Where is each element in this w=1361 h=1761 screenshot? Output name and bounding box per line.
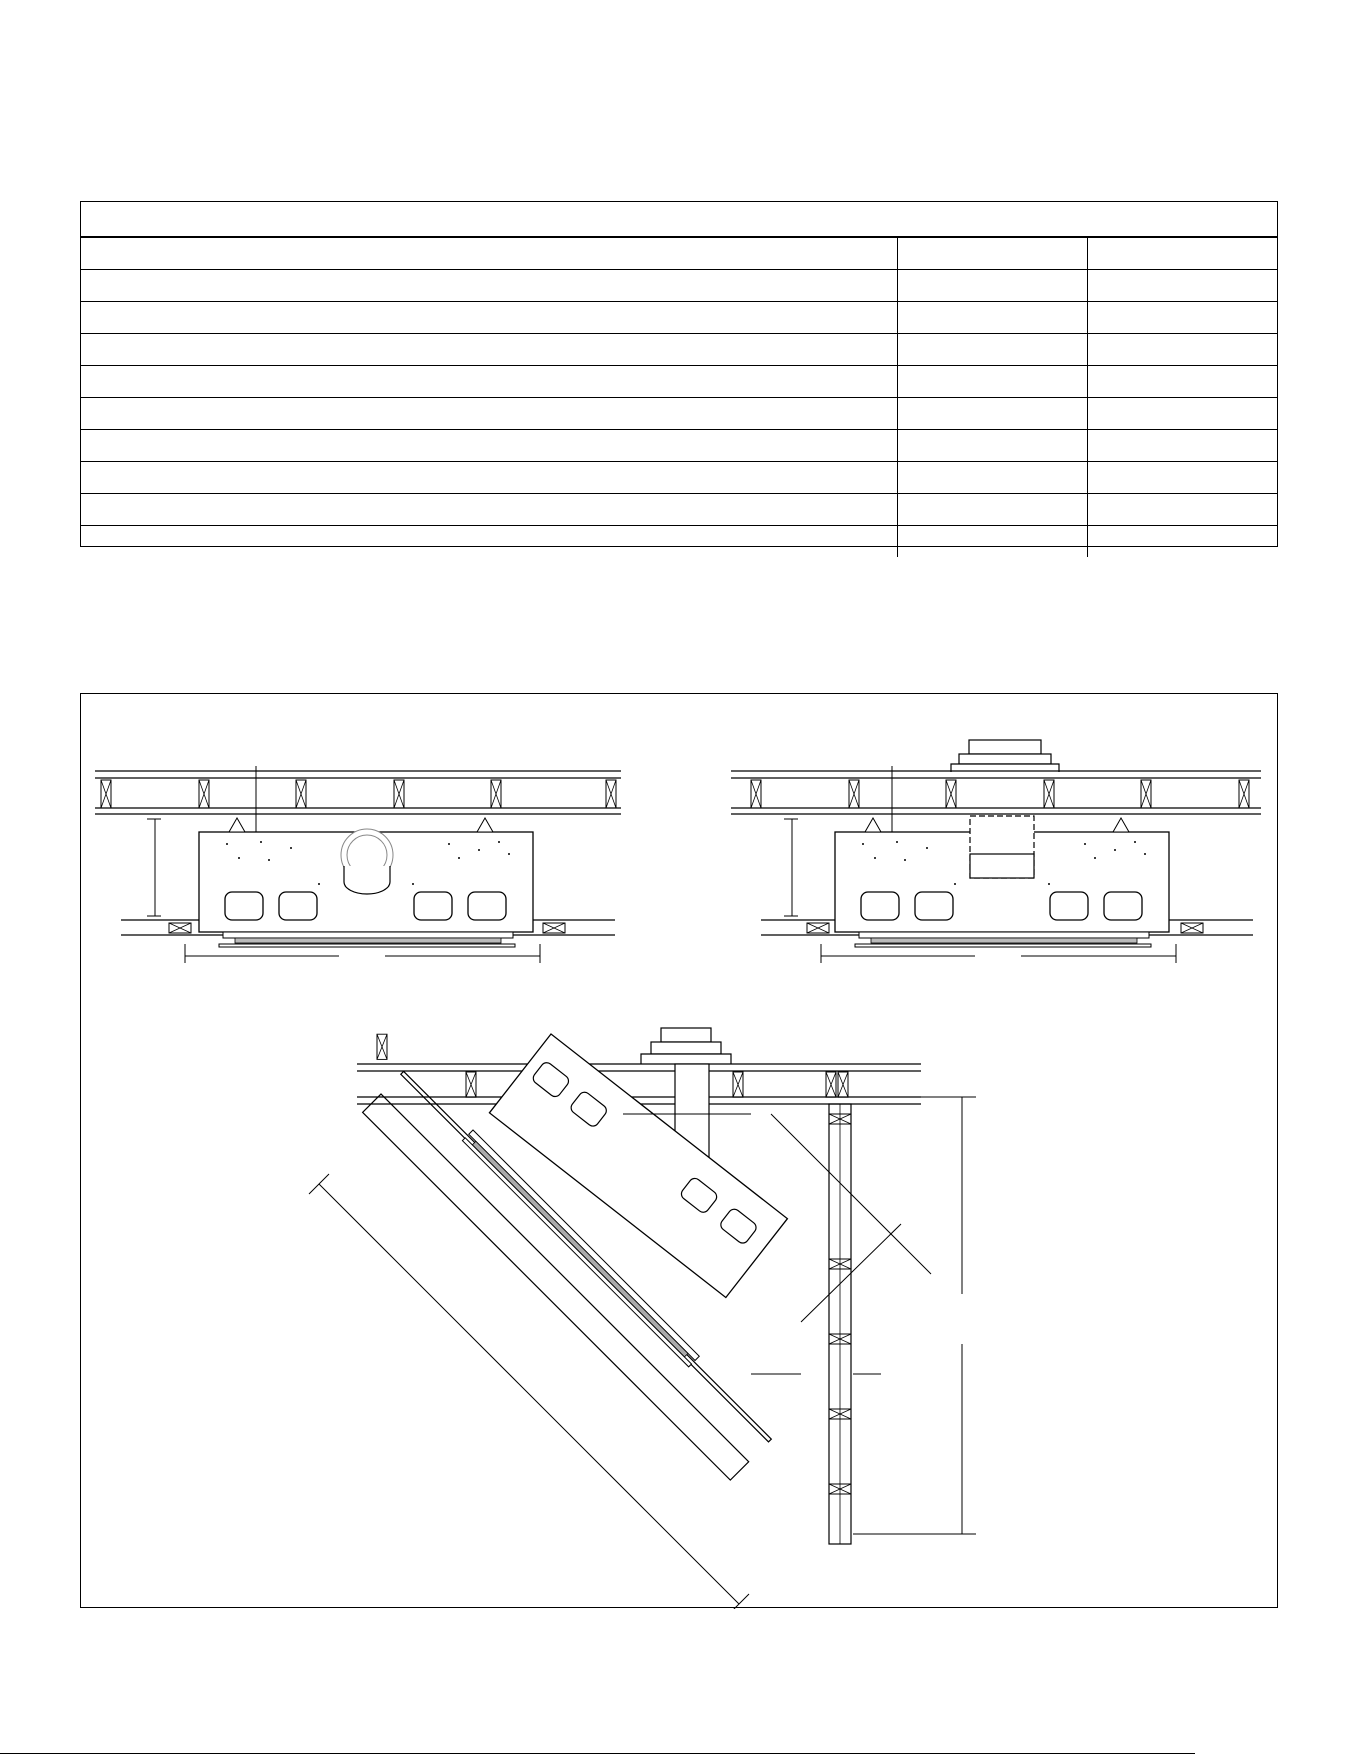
table-row [81, 238, 1277, 270]
table-row [81, 430, 1277, 462]
table-cell [1087, 302, 1277, 333]
table-cell [81, 494, 897, 525]
table-row [81, 270, 1277, 302]
table-cell [897, 430, 1087, 461]
table-cell [81, 302, 897, 333]
table-row [81, 398, 1277, 430]
installation-figure [80, 693, 1278, 1608]
table-cell [897, 494, 1087, 525]
table-cell [81, 366, 897, 397]
table-cell [1087, 270, 1277, 301]
table-cell [1087, 398, 1277, 429]
table-cell [1087, 238, 1277, 269]
table-cell [81, 526, 897, 557]
footer-text [1220, 1754, 1361, 1761]
table-cell [81, 430, 897, 461]
table-cell [1087, 494, 1277, 525]
corner-view-top-vent [309, 1028, 976, 1609]
table-cell [81, 398, 897, 429]
table-body [81, 238, 1277, 557]
table-row [81, 302, 1277, 334]
table-row [81, 366, 1277, 398]
table-row [81, 526, 1277, 557]
front-view-top-vent [731, 740, 1261, 963]
table-cell [897, 238, 1087, 269]
installation-drawing [81, 694, 1279, 1609]
table-cell [897, 526, 1087, 557]
table-cell [1087, 430, 1277, 461]
front-view-rear-vent [95, 766, 621, 963]
table-cell [1087, 462, 1277, 493]
table-cell [897, 366, 1087, 397]
table-cell [1087, 334, 1277, 365]
table-cell [897, 462, 1087, 493]
table-cell [81, 334, 897, 365]
table-row [81, 334, 1277, 366]
table-row [81, 494, 1277, 526]
table-cell [897, 398, 1087, 429]
table-cell [1087, 526, 1277, 557]
table-cell [897, 334, 1087, 365]
footer-rule [0, 1753, 1195, 1754]
table-cell [81, 238, 897, 269]
table-cell [81, 270, 897, 301]
table-cell [897, 270, 1087, 301]
table-cell [1087, 366, 1277, 397]
specification-table [80, 201, 1278, 547]
table-cell [81, 462, 897, 493]
table-cell [897, 302, 1087, 333]
table-row [81, 462, 1277, 494]
table-title-row [81, 202, 1277, 238]
